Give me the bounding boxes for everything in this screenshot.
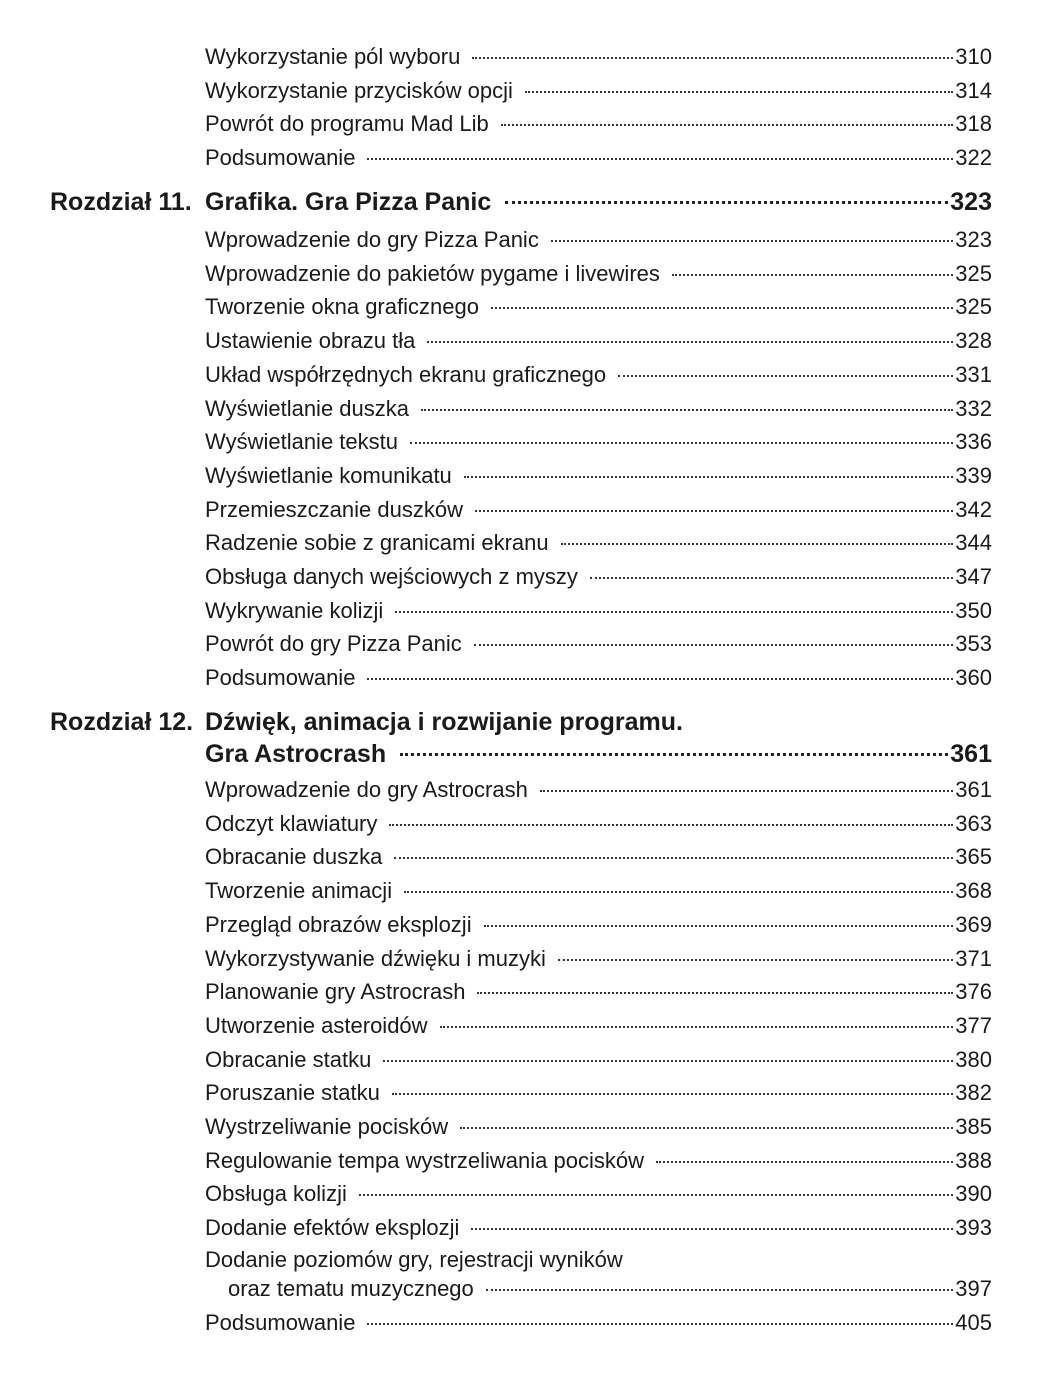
entry-page: 342 (955, 496, 992, 522)
entry-title: Obsługa danych wejściowych z myszy (205, 564, 578, 589)
entry-title: Przegląd obrazów eksplozji (205, 911, 472, 937)
entry-title: Podsumowanie (205, 145, 356, 171)
dot-leader (394, 857, 953, 859)
entry-page: 368 (955, 878, 992, 904)
entry-title: Układ współrzędnych ekranu graficznego (205, 361, 607, 387)
dot-leader (367, 158, 953, 160)
entry-page: 347 (955, 564, 992, 589)
dot-leader (464, 476, 953, 478)
dot-leader (460, 1127, 953, 1129)
toc-entry[interactable] (205, 1181, 992, 1207)
chapter-12-title-line1: Dźwięk, animacja i rozwijanie programu. (205, 708, 683, 736)
chapter-12-page: 361 (950, 740, 992, 768)
dot-leader (590, 577, 953, 579)
entry-title: Regulowanie tempa wystrzeliwania pocisków (205, 1147, 644, 1173)
dot-leader (656, 1161, 953, 1163)
entry-page: 369 (955, 911, 992, 937)
entry-title: Obsługa kolizji (205, 1181, 347, 1207)
entry-page: 388 (955, 1147, 992, 1173)
dot-leader (395, 611, 953, 613)
entry-page: 377 (955, 1012, 992, 1038)
dot-leader (367, 1323, 953, 1325)
dot-leader (491, 307, 953, 309)
toc-entry[interactable] (205, 227, 992, 253)
toc-entry-last[interactable] (205, 1310, 992, 1336)
dot-leader (501, 124, 954, 126)
entry-title: Wprowadzenie do pakietów pygame i livewires (205, 260, 660, 286)
toc-entry[interactable] (205, 631, 992, 657)
entry-page: 323 (955, 227, 992, 252)
chapter-11-title-row[interactable] (205, 187, 992, 217)
toc-entry[interactable] (205, 294, 992, 320)
entry-page: 314 (955, 77, 992, 103)
entry-title: Wykrywanie kolizji (205, 597, 384, 623)
dot-leader (392, 1093, 953, 1095)
entry-title: Tworzenie okna graficznego (205, 294, 479, 320)
toc-entry[interactable] (205, 497, 992, 523)
entry-page: 385 (955, 1114, 992, 1139)
chapter-12-title: Gra Astrocrash (205, 740, 387, 768)
entry-page: 363 (955, 810, 992, 836)
dot-leader (389, 824, 953, 826)
toc-entry[interactable] (205, 912, 992, 938)
dot-leader (421, 409, 953, 411)
entry-page: 339 (955, 462, 992, 488)
dot-leader (359, 1194, 953, 1196)
entry-page: 328 (955, 328, 992, 354)
toc-entry[interactable] (205, 946, 992, 972)
toc-entry[interactable] (205, 362, 992, 388)
entry-title: Wystrzeliwanie pocisków (205, 1114, 449, 1139)
entry-title: Wyświetlanie duszka (205, 395, 409, 421)
toc-entry-wrapped-line2[interactable] (228, 1276, 992, 1302)
toc-entry[interactable] (205, 878, 992, 904)
entry-page: 310 (955, 44, 992, 69)
dot-leader (525, 91, 953, 93)
dot-leader (477, 992, 953, 994)
dot-leader (440, 1026, 954, 1028)
toc-entry[interactable] (205, 111, 992, 137)
toc-entry[interactable] (205, 78, 992, 104)
toc-entry-wrapped-line1[interactable]: Dodanie poziomów gry, rejestracji wyników (205, 1247, 623, 1272)
entry-title: Planowanie gry Astrocrash (205, 979, 466, 1005)
entry-page: 365 (955, 844, 992, 870)
toc-entry[interactable] (205, 261, 992, 287)
toc-entry[interactable] (205, 530, 992, 556)
entry-page: 332 (955, 395, 992, 421)
dot-leader (551, 240, 953, 242)
entry-title: Dodanie efektów eksplozji (205, 1215, 460, 1241)
entry-page: 390 (955, 1181, 992, 1207)
entry-title: Przemieszczanie duszków (205, 496, 463, 522)
entry-title: Odczyt klawiatury (205, 810, 378, 836)
toc-entry[interactable] (205, 396, 992, 422)
dot-leader (410, 442, 953, 444)
toc-entry[interactable] (205, 1080, 992, 1106)
toc-entry[interactable] (205, 328, 992, 354)
dot-leader (486, 1289, 954, 1291)
entry-title: Obracanie statku (205, 1046, 372, 1072)
entry-page: 325 (955, 294, 992, 320)
entry-page: 360 (955, 665, 992, 691)
entry-page: 331 (955, 361, 992, 387)
entry-page: 380 (955, 1046, 992, 1072)
entry-title: Podsumowanie (205, 665, 356, 691)
toc-entry[interactable] (205, 44, 992, 70)
toc-entry[interactable] (205, 598, 992, 624)
dot-leader (561, 543, 954, 545)
dot-leader (400, 753, 948, 756)
chapter-12-title-row[interactable] (205, 739, 992, 769)
entry-title: Wykorzystywanie dźwięku i muzyki (205, 945, 546, 971)
entry-title: oraz tematu muzycznego (228, 1276, 474, 1301)
entry-page: 318 (955, 111, 992, 137)
entry-title: Ustawienie obrazu tła (205, 328, 416, 354)
entry-page: 336 (955, 429, 992, 455)
entry-page: 397 (955, 1276, 992, 1301)
entry-title: Podsumowanie (205, 1310, 356, 1335)
entry-title: Powrót do gry Pizza Panic (205, 631, 462, 657)
toc-entry[interactable] (205, 1148, 992, 1174)
dot-leader (618, 375, 953, 377)
toc-entry[interactable] (205, 811, 992, 837)
dot-leader (475, 510, 953, 512)
entry-page: 344 (955, 530, 992, 556)
toc-entry[interactable] (205, 463, 992, 489)
dot-leader (558, 959, 953, 961)
entry-title: Wprowadzenie do gry Pizza Panic (205, 227, 539, 252)
dot-leader (484, 925, 954, 927)
chapter-11-title: Grafika. Gra Pizza Panic (205, 188, 492, 216)
entry-page: 325 (955, 260, 992, 286)
dot-leader (471, 1228, 953, 1230)
entry-page: 393 (955, 1215, 992, 1241)
dot-leader (540, 790, 953, 792)
dot-leader (472, 57, 953, 59)
chapter-12-label: Rozdział 12. (50, 708, 194, 736)
toc-entry[interactable] (205, 1215, 992, 1241)
toc-entry[interactable] (205, 1013, 992, 1039)
toc-entry[interactable] (205, 844, 992, 870)
entry-title: Wykorzystanie pól wyboru (205, 44, 461, 69)
entry-title: Wprowadzenie do gry Astrocrash (205, 777, 528, 802)
entry-page: 405 (955, 1310, 992, 1335)
entry-page: 322 (955, 145, 992, 171)
chapter-11-label: Rozdział 11. (50, 188, 192, 216)
entry-title: Poruszanie statku (205, 1080, 380, 1106)
toc-entry[interactable] (205, 777, 992, 803)
entry-page: 361 (955, 777, 992, 802)
entry-title: Obracanie duszka (205, 844, 383, 870)
toc-entry[interactable] (205, 564, 992, 590)
entry-page: 371 (955, 945, 992, 971)
dot-leader (367, 678, 953, 680)
entry-title: Powrót do programu Mad Lib (205, 111, 489, 137)
dot-leader (672, 274, 953, 276)
toc-entry[interactable] (205, 979, 992, 1005)
dot-leader (474, 644, 954, 646)
entry-title: Tworzenie animacji (205, 878, 393, 904)
dot-leader (427, 341, 953, 343)
entry-title: Wykorzystanie przycisków opcji (205, 77, 513, 103)
entry-page: 382 (955, 1080, 992, 1106)
entry-title: Radzenie sobie z granicami ekranu (205, 530, 549, 556)
entry-title: Wyświetlanie tekstu (205, 429, 398, 455)
entry-title: Utworzenie asteroidów (205, 1012, 428, 1038)
entry-page: 376 (955, 979, 992, 1005)
toc-entry[interactable] (205, 145, 992, 171)
toc-entry[interactable] (205, 1047, 992, 1073)
entry-page: 350 (955, 597, 992, 623)
entry-title: Wyświetlanie komunikatu (205, 462, 452, 488)
toc-entry[interactable] (205, 1114, 992, 1140)
dot-leader (404, 891, 953, 893)
entry-page: 353 (955, 631, 992, 657)
dot-leader (383, 1060, 953, 1062)
toc-entry[interactable] (205, 665, 992, 691)
dot-leader (505, 201, 948, 204)
chapter-11-page: 323 (950, 188, 992, 216)
toc-entry[interactable] (205, 429, 992, 455)
